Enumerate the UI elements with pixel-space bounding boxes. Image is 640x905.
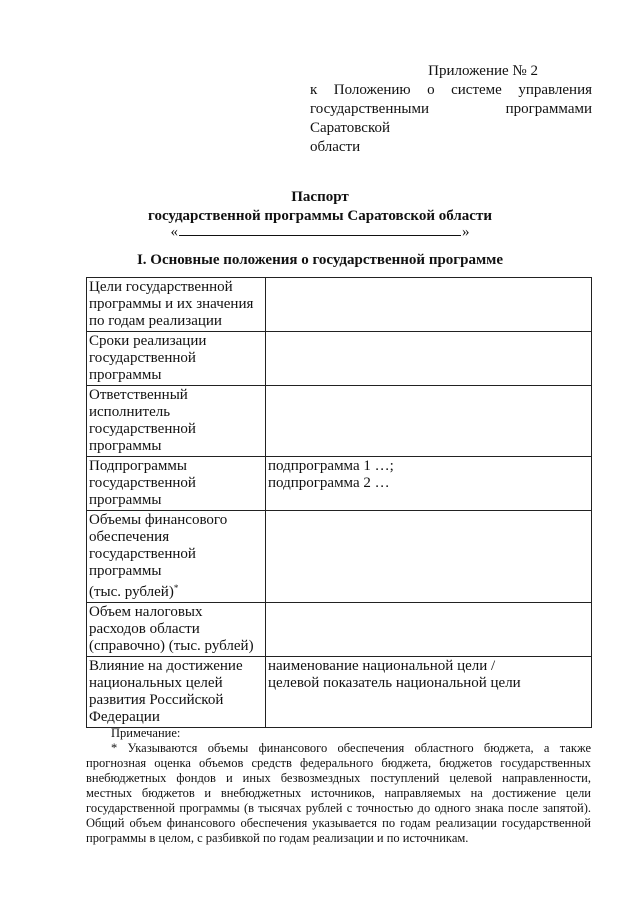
value-line: целевой показатель национальной цели [268,675,521,691]
row-value [266,278,592,332]
row-value [266,511,592,603]
passport-table [86,277,592,728]
table-row [87,657,592,728]
label-line: Влияние на достижение [89,658,243,674]
appendix-line-1: к Положению о системе управления [310,82,592,98]
table-row [87,386,592,457]
quote-open: « [170,224,178,240]
label-line: Объемы финансового [89,512,228,528]
appendix-line-3: области [310,139,361,155]
section-title: I. Основные положения о государственной программе [136,252,504,268]
label-line: государственной [89,546,196,562]
row-label [87,511,266,603]
title-line-1: Паспорт [291,189,349,205]
label-line: по годам реализации [89,313,222,329]
label-line: программы [89,563,162,579]
label-line: программы [89,367,162,383]
row-label [87,603,266,657]
label-line: государственной [89,475,196,491]
label-line: программы [89,438,162,454]
value-line: подпрограмма 2 … [268,475,390,491]
note-text: * Указываются объемы финансового обеспечения областного бюджета, а также прогнозная оценка объемов средств федерального бюджета, бюджетов государственных внебюджетных фондов и иных безвозмездных поступлений целевой направленности, местных бюджетов и внебюджетных источников, направляемых на достижение цели государственной программы (в тысячах рублей с точностью до одного знака после запятой). Общий объем финансового обеспечения указывается по годам реализации государственной программы в целом, с разбивкой по годам реализации и по источникам. [86,741,591,845]
label-line: национальных целей [89,675,223,691]
label-line: расходов области [89,621,200,637]
row-value [266,603,592,657]
label-line: программы и их значения [89,296,254,312]
label-line: развития Российской [89,692,224,708]
row-label [87,386,266,457]
table-row [87,603,592,657]
label-line: Ответственный [89,387,188,403]
row-label [87,657,266,728]
row-value [266,457,592,511]
row-value [266,386,592,457]
value-line: наименование национальной цели / [268,658,496,674]
quote-close: » [462,224,470,240]
label-line: (справочно) (тыс. рублей) [89,638,254,654]
table-row [87,511,592,603]
appendix-line-2: государственными программами Саратовской [310,101,592,136]
program-name-blank [179,222,461,236]
footnote-marker: * [173,583,179,593]
row-label [87,457,266,511]
row-value [266,332,592,386]
value-line: подпрограмма 1 …; [268,458,394,474]
label-line: исполнитель [89,404,171,420]
table-row [87,278,592,332]
label-line: государственной [89,421,196,437]
appendix-header [310,62,592,157]
label-line: (тыс. рублей)* [89,583,179,600]
table-row [87,457,592,511]
note-heading: Примечание: [111,726,181,740]
title-line-2: государственной программы Саратовской области [148,208,492,224]
label-line: программы [89,492,162,508]
label-line: Федерации [89,709,160,725]
label-line: Цели государственной [89,279,233,295]
label-line: Подпрограммы [89,458,187,474]
program-name-line [0,222,640,241]
row-value [266,657,592,728]
table-row [87,332,592,386]
label-line: Объем налоговых [89,604,203,620]
label-line: Сроки реализации [89,333,207,349]
row-label [87,332,266,386]
footnote [86,726,591,846]
appendix-number: Приложение № 2 [428,63,538,79]
label-line: государственной [89,350,196,366]
label-line: обеспечения [89,529,170,545]
row-label [87,278,266,332]
document-title [0,188,640,226]
